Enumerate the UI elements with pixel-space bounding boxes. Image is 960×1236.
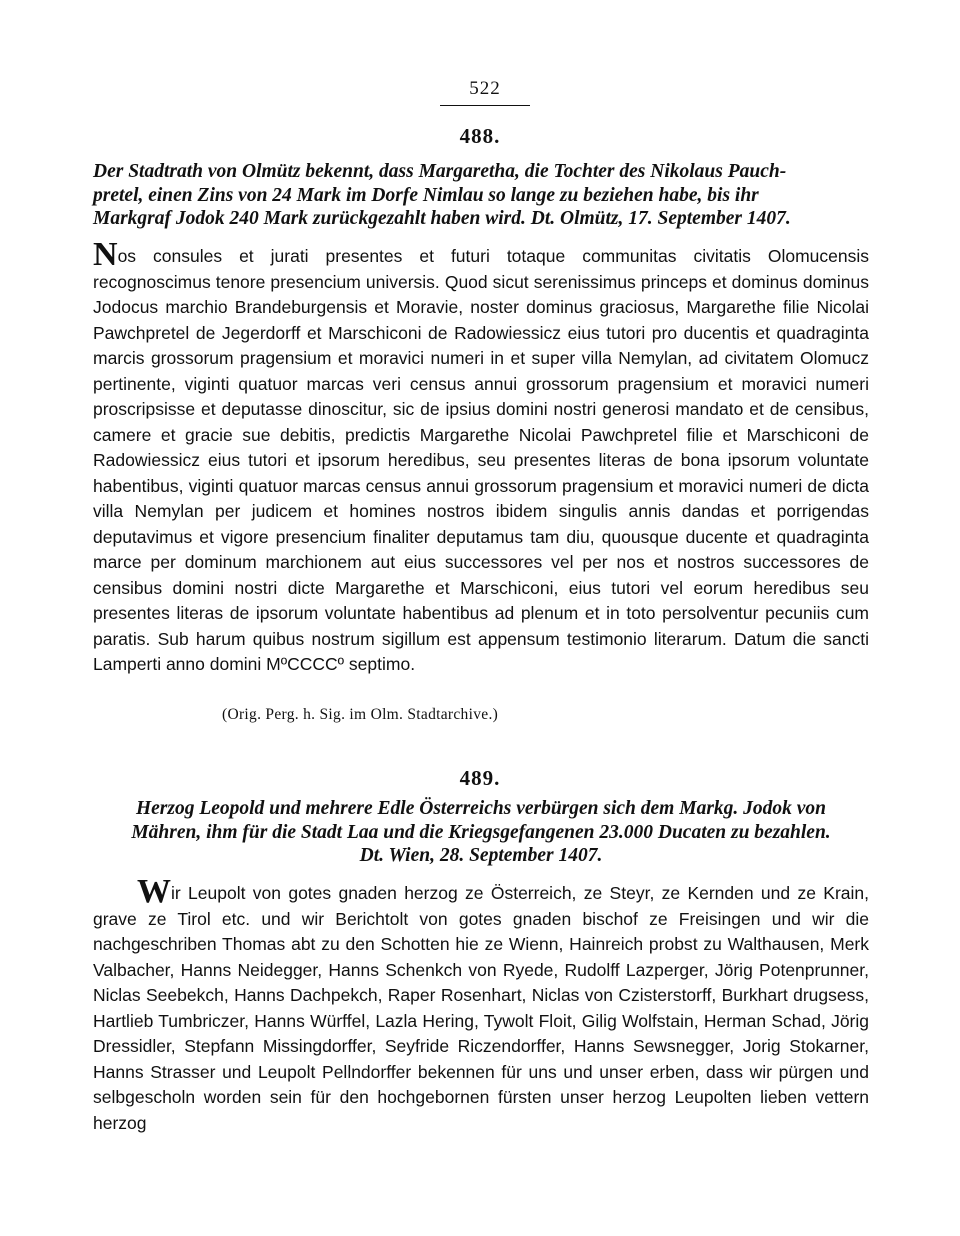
- initial-letter: N: [93, 236, 118, 273]
- page-number: 522: [469, 78, 501, 99]
- regest-line: Der Stadtrath von Olmütz bekennt, dass Margaretha, die Tochter des Nikolaus Pauch-: [93, 161, 787, 182]
- document-text: [93, 236, 869, 678]
- regest-line: Herzog Leopold und mehrere Edle Österreichs verbürgen sich dem Markg. Jodok von: [135, 798, 827, 819]
- initial-letter: W: [137, 873, 171, 910]
- regest-line: Markgraf Jodok 240 Mark zurückgezahlt haben wird. Dt. Olmütz, 17. September 1407.: [93, 208, 791, 229]
- document-number: 489.: [459, 766, 501, 790]
- page-number-rule: [440, 105, 530, 106]
- source-note: (Orig. Perg. h. Sig. im Olm. Stadtarchive.): [222, 706, 499, 723]
- document-regest: [93, 797, 869, 868]
- regest-line: pretel, einen Zins von 24 Mark im Dorfe Nimlau so lange zu beziehen habe, bis ihr: [93, 184, 759, 206]
- document-text: [93, 873, 869, 1136]
- regest-line: Dt. Wien, 28. September 1407.: [359, 845, 603, 866]
- document-number: 488.: [459, 124, 501, 148]
- document-text-body: ir Leupolt von gotes gnaden herzog ze Österreich, ze Steyr, ze Kernden und ze Krain, grave ze Tirol etc. und wir Berichtolt von gotes gnaden bischof ze Freisingen und wir die nachgeschriben Thomas abt zu den Schotten hie ze Wienn, Hainreich probst zu Walthausen, Merk Valbacher, Hanns Neidegger, Hanns Schenkch von Ryede, Rudolff Lazperger, Jörig Potenprunner, Niclas Seebekch, Hanns Dachpekch, Raper Rosenhart, Niclas von Czisterstorff, Burkhart drugsess, Hartlieb Tumbriczer, Hanns Würffel, Lazla Hering, Tywolt Floit, Gilig Wolfstain, Herman Schad, Jörig Dressidler, Stepfann Missingdorffer, Seyfride Riczendorffer, Hanns Sewsnegger, Jorig Stokarner, Hanns Strasser und Leupolt Pellndorffer bekennen für uns und unser erben, dass wir pürgen und selbgescholn worden sein für den hochgebornen fürsten unser herzog Leupolten lieben vettern herzog: [93, 883, 869, 1133]
- document-text-body: os consules et jurati presentes et futuri totaque communitas civitatis Olomucensis recognoscimus tenore presencium universis. Quod sicut serenissimus princeps et dominus dominus Jodocus marchio Brandeburgensis et Moravie, noster dominus graciosus, Margarethe filie Nicolai Pawchpretel de Jegerdorff et Marschiconi de Radowiessicz eius tutori pro ducentis et quadraginta marcis grossorum pragensium et moravici numeri in et super villa Nemylan, ad civitatem Olomucz pertinente, viginti quatuor marcas veri census annui grossorum pragensium et moravici numeri proscripsisse et deputasse dinoscitur, sic de ipsius domini nostri generosi mandato et de censibus, camere et gracie sue debitis, predictis Margarethe Nicolai Pawchpretel filie et Marschiconi de Radowiessicz eius tutori et ipsorum heredibus, seu presentes literas de bona ipsorum voluntate habentibus, viginti quatuor marcas census annui grossorum pragensium et moravici numeri de dicta villa Nemylan per judicem et homines nostros ibidem singulis annis dandas et porrigendas deputavimus et vigore presencium finaliter deputamus tam diu, quousque ducente et quadraginta marce per dominum marchionem aut eius successores vel per nos et nostros successores de censibus domini nostri dicte Margarethe et Marschiconi, eius tutori vel eorum heredibus seu presentes literas de ipsorum voluntate habentibus ad plenum et in toto persolventur pecuniis cum paratis. Sub harum quibus nostrum sigillum est appensum testimonio literarum. Datum die sancti Lamperti anno domini MºCCCCº septimo.: [93, 246, 869, 674]
- regest-line: Mähren, ihm für die Stadt Laa und die Kriegsgefangenen 23.000 Ducaten zu bezahlen.: [131, 821, 831, 843]
- document-regest: [93, 160, 869, 231]
